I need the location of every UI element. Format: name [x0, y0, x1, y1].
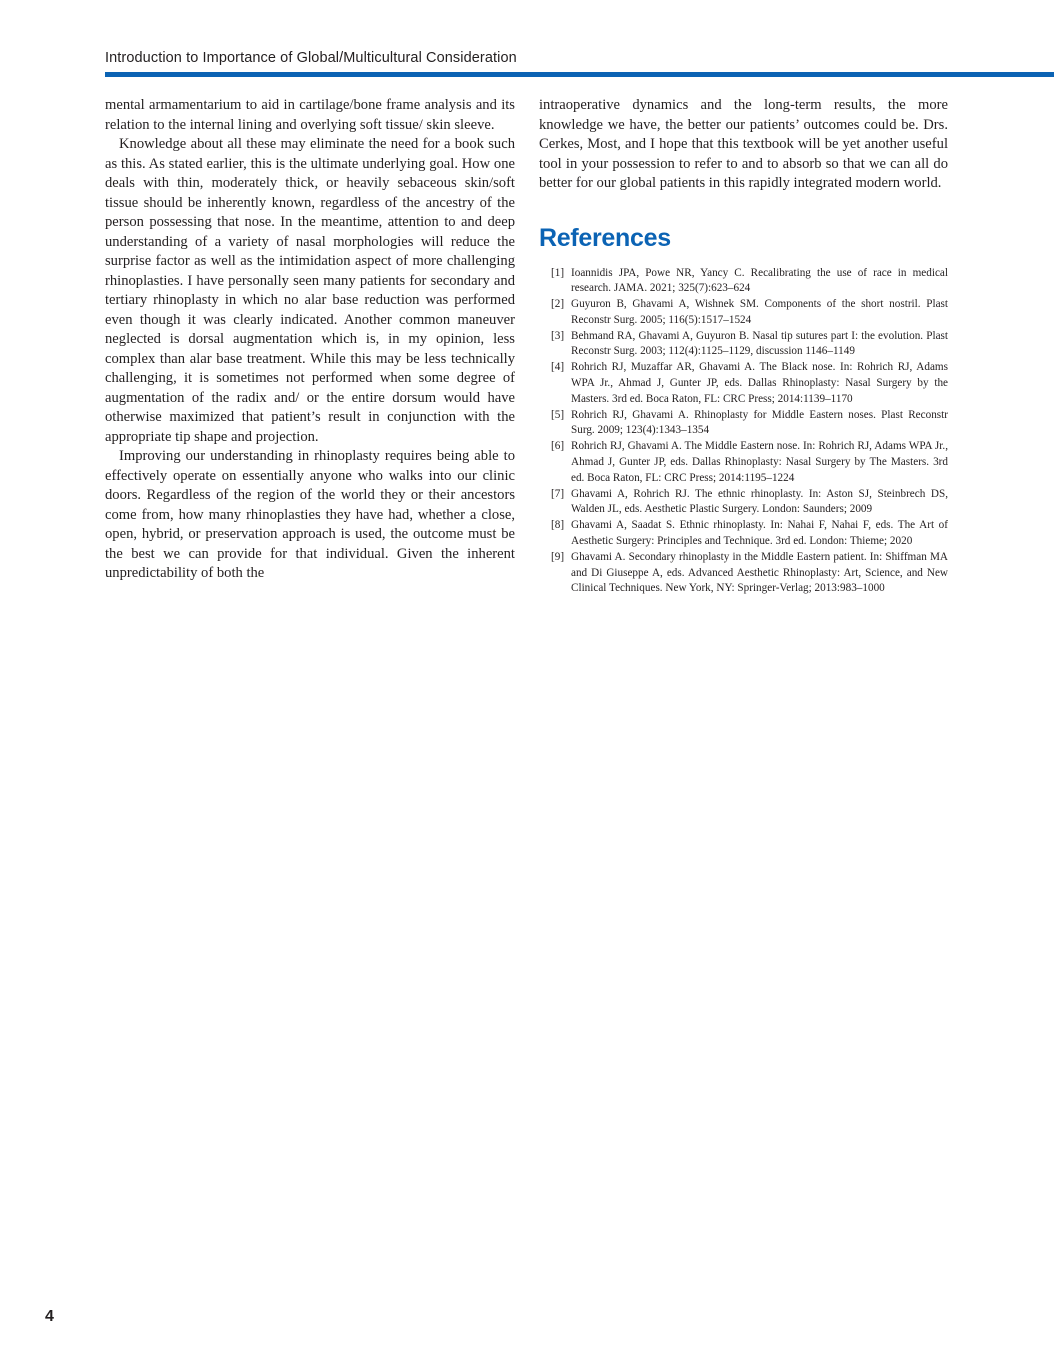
reference-text: Behmand RA, Ghavami A, Guyuron B. Nasal tip sutures part I: the evolution. Plast Reconstr Surg. 2003; 112(4):1125–1129, discussion 1146–1149 — [571, 329, 948, 358]
reference-text: Ghavami A, Rohrich RJ. The ethnic rhinoplasty. In: Aston SJ, Steinbrech DS, Walden JL, eds. Aesthetic Plastic Surgery. London: Saunders; 2009 — [571, 487, 948, 516]
reference-text: Ioannidis JPA, Powe NR, Yancy C. Recalibrating the use of race in medical research. JAMA. 2021; 325(7):623–624 — [571, 266, 948, 295]
references-list — [539, 266, 948, 598]
reference-item — [539, 487, 948, 519]
reference-item — [539, 329, 948, 361]
reference-text: Rohrich RJ, Ghavami A. The Middle Eastern nose. In: Rohrich RJ, Adams WPA Jr., Ahmad J, Gunter JP, eds. Dallas Rhinoplasty: Nasal Surgery by The Masters. 3rd ed. Boca Raton, FL: CRC Press; 2014:1195–1224 — [571, 440, 948, 484]
right-column — [539, 96, 948, 597]
reference-text: Ghavami A, Saadat S. Ethnic rhinoplasty. In: Nahai F, Nahai F, eds. The Art of Aesthetic Surgery: Principles and Technique. 3rd ed. London: Thieme; 2020 — [571, 519, 948, 548]
reference-number: [3] — [551, 329, 565, 342]
reference-number: [2] — [551, 298, 565, 311]
reference-number: [6] — [551, 440, 565, 453]
body-paragraph: intraoperative dynamics and the long-term results, the more knowledge we have, the better our patients’ outcomes could be. Drs. Cerkes, Most, and I hope that this textbook will be yet another useful tool in your possession to refer to and to absorb so that we can all do better for our global patients in this rapidly integrated modern world. — [539, 97, 948, 191]
left-column — [105, 96, 515, 584]
reference-item — [539, 266, 948, 298]
reference-number: [4] — [551, 361, 565, 374]
running-head: Introduction to Importance of Global/Multicultural Consideration — [105, 50, 517, 66]
reference-number: [9] — [551, 550, 565, 563]
reference-number: [5] — [551, 408, 565, 421]
reference-item — [539, 518, 948, 550]
page-number: 4 — [45, 1308, 54, 1325]
reference-item — [539, 297, 948, 329]
body-paragraph: mental armamentarium to aid in cartilage/bone frame analysis and its relation to the internal lining and overlying soft tissue/ skin sleeve. — [105, 97, 515, 133]
body-paragraph: Improving our understanding in rhinoplasty requires being able to effectively operate on essentially anyone who walks into our clinic doors. Regardless of the region of the world they or their ancestors come from, how many rhinoplasties they have had, whether a close, open, hybrid, or preservation approach is used, the outcome must be the best we can provide for that individual. Given the inherent unpredictability of both the — [105, 448, 515, 581]
body-paragraph: Knowledge about all these may eliminate the need for a book such as this. As stated earlier, this is the ultimate underlying goal. How one deals with thin, moderately thick, or heavily sebaceous skin/soft tissue should be inherently known, regardless of the ancestry of the person possessing that nose. In the meantime, attention to and deep understanding of a variety of nasal morphologies will reduce the surprise factor as well as the intimidation aspect of more challenging rhinoplasties. I have personally seen many patients for secondary and tertiary rhinoplasty in which no alar base reduction was performed even though it was clearly indicated. Another common maneuver neglected is dorsal augmentation which is, in my opinion, less complex than alar base treatment. While this may be less technically challenging, it is sometimes not performed when some degree of augmentation of the radix and/ or the entire dorsum would have otherwise maximized that patient’s result in conjunction with the appropriate tip shape and projection. — [105, 136, 515, 445]
reference-item — [539, 408, 948, 440]
header-rule — [105, 72, 1054, 77]
references-heading: References — [539, 223, 671, 252]
reference-number: [8] — [551, 519, 565, 532]
reference-text: Ghavami A. Secondary rhinoplasty in the Middle Eastern patient. In: Shiffman MA and Di Giuseppe A, eds. Advanced Aesthetic Rhinoplasty: Art, Science, and New Clinical Techniques. New York, NY: Springer-Verlag; 2013:983–1000 — [571, 550, 948, 595]
reference-number: [7] — [551, 487, 565, 500]
reference-text: Guyuron B, Ghavami A, Wishnek SM. Components of the short nostril. Plast Reconstr Surg. 2005; 116(5):1517–1524 — [571, 298, 948, 326]
reference-item — [539, 550, 948, 597]
reference-text: Rohrich RJ, Muzaffar AR, Ghavami A. The Black nose. In: Rohrich RJ, Adams WPA Jr., Ahmad J, Gunter JP, eds. Dallas Rhinoplasty: Nasal Surgery by the Masters. 3rd ed. Boca Raton, FL: CRC Press; 2014:1139–1170 — [571, 361, 948, 405]
reference-number: [1] — [551, 266, 565, 279]
reference-text: Rohrich RJ, Ghavami A. Rhinoplasty for Middle Eastern noses. Plast Reconstr Surg. 2009; 123(4):1343–1354 — [571, 408, 948, 437]
reference-item — [539, 439, 948, 486]
reference-item — [539, 360, 948, 407]
